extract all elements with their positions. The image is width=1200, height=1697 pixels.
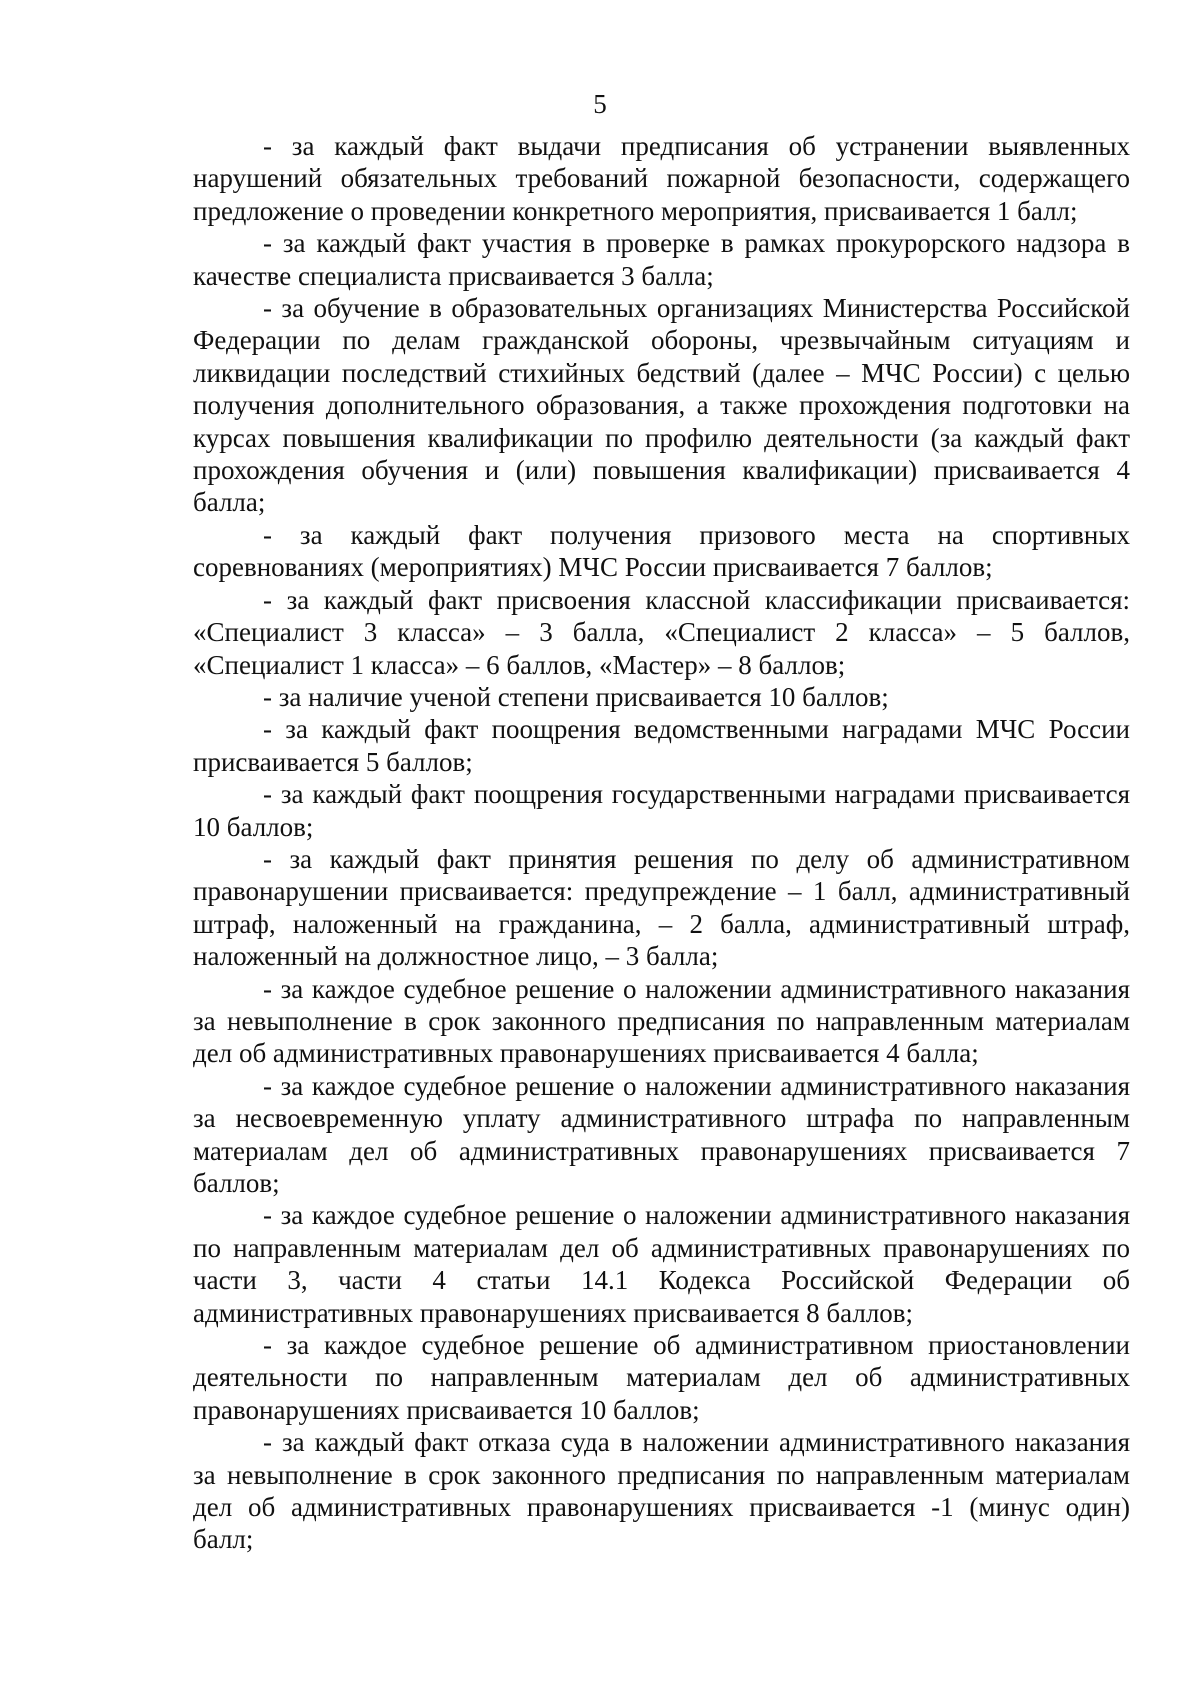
paragraph: - за каждый факт принятия решения по делу об административном правонарушении присваивается: предупреждение – 1 балл, административный штраф, наложенный на гражданина, – 2 балла, административный штраф, наложенный на должностное лицо, – 3 балла;	[193, 843, 1130, 972]
paragraph: - за каждый факт участия в проверке в рамках прокурорского надзора в качестве специалиста присваивается 3 балла;	[193, 228, 1130, 291]
paragraph: - за каждое судебное решение о наложении административного наказания по направленным материалам дел об административных правонарушениях по части 3, части 4 статьи 14.1 Кодекса Российской Федерации об административных правонарушениях присваивается 8 баллов;	[193, 1200, 1130, 1328]
page-number: 5	[593, 89, 607, 119]
paragraph: - за каждое судебное решение о наложении административного наказания за несвоевременную уплату административного штрафа по направленным материалам дел об административных правонарушениях присваивается 7 баллов;	[193, 1070, 1130, 1198]
paragraph: - за каждый факт поощрения государственными наградами присваивается 10 баллов;	[193, 779, 1130, 842]
paragraph: - за каждый факт отказа суда в наложении административного наказания за невыполнение в срок законного предписания по направленным материалам дел об административных правонарушениях присваивается -1 (минус один) балл;	[193, 1427, 1130, 1555]
paragraph: - за каждый факт выдачи предписания об устранении выявленных нарушений обязательных требований пожарной безопасности, содержащего предложение о проведении конкретного мероприятия, присваивается 1 балл;	[193, 131, 1130, 226]
paragraph: - за обучение в образовательных организациях Министерства Российской Федерации по делам гражданской обороны, чрезвычайным ситуациям и ликвидации последствий стихийных бедствий (далее – МЧС России) с целью получения дополнительного образования, а также прохождения подготовки на курсах повышения квалификации по профилю деятельности (за каждый факт прохождения обучения и (или) повышения квалификации) присваивается 4 балла;	[193, 293, 1130, 518]
paragraph: - за каждый факт поощрения ведомственными наградами МЧС России присваивается 5 баллов;	[193, 714, 1130, 777]
paragraph: - за каждый факт получения призового места на спортивных соревнованиях (мероприятиях) МЧС России присваивается 7 баллов;	[193, 519, 1130, 583]
paragraph: - за каждое судебное решение о наложении административного наказания за невыполнение в срок законного предписания по направленным материалам дел об административных правонарушениях присваивается 4 балла;	[193, 973, 1130, 1069]
paragraph: - за наличие ученой степени присваивается 10 баллов;	[263, 681, 889, 712]
paragraph: - за каждый факт присвоения классной классификации присваивается: «Специалист 3 класса» – 3 балла, «Специалист 2 класса» – 5 баллов, «Специалист 1 класса» – 6 баллов, «Мастер» – 8 баллов;	[193, 584, 1130, 680]
document-body	[193, 130, 1130, 1556]
paragraph: - за каждое судебное решение об административном приостановлении деятельности по направленным материалам дел об административных правонарушениях присваивается 10 баллов;	[193, 1330, 1130, 1425]
